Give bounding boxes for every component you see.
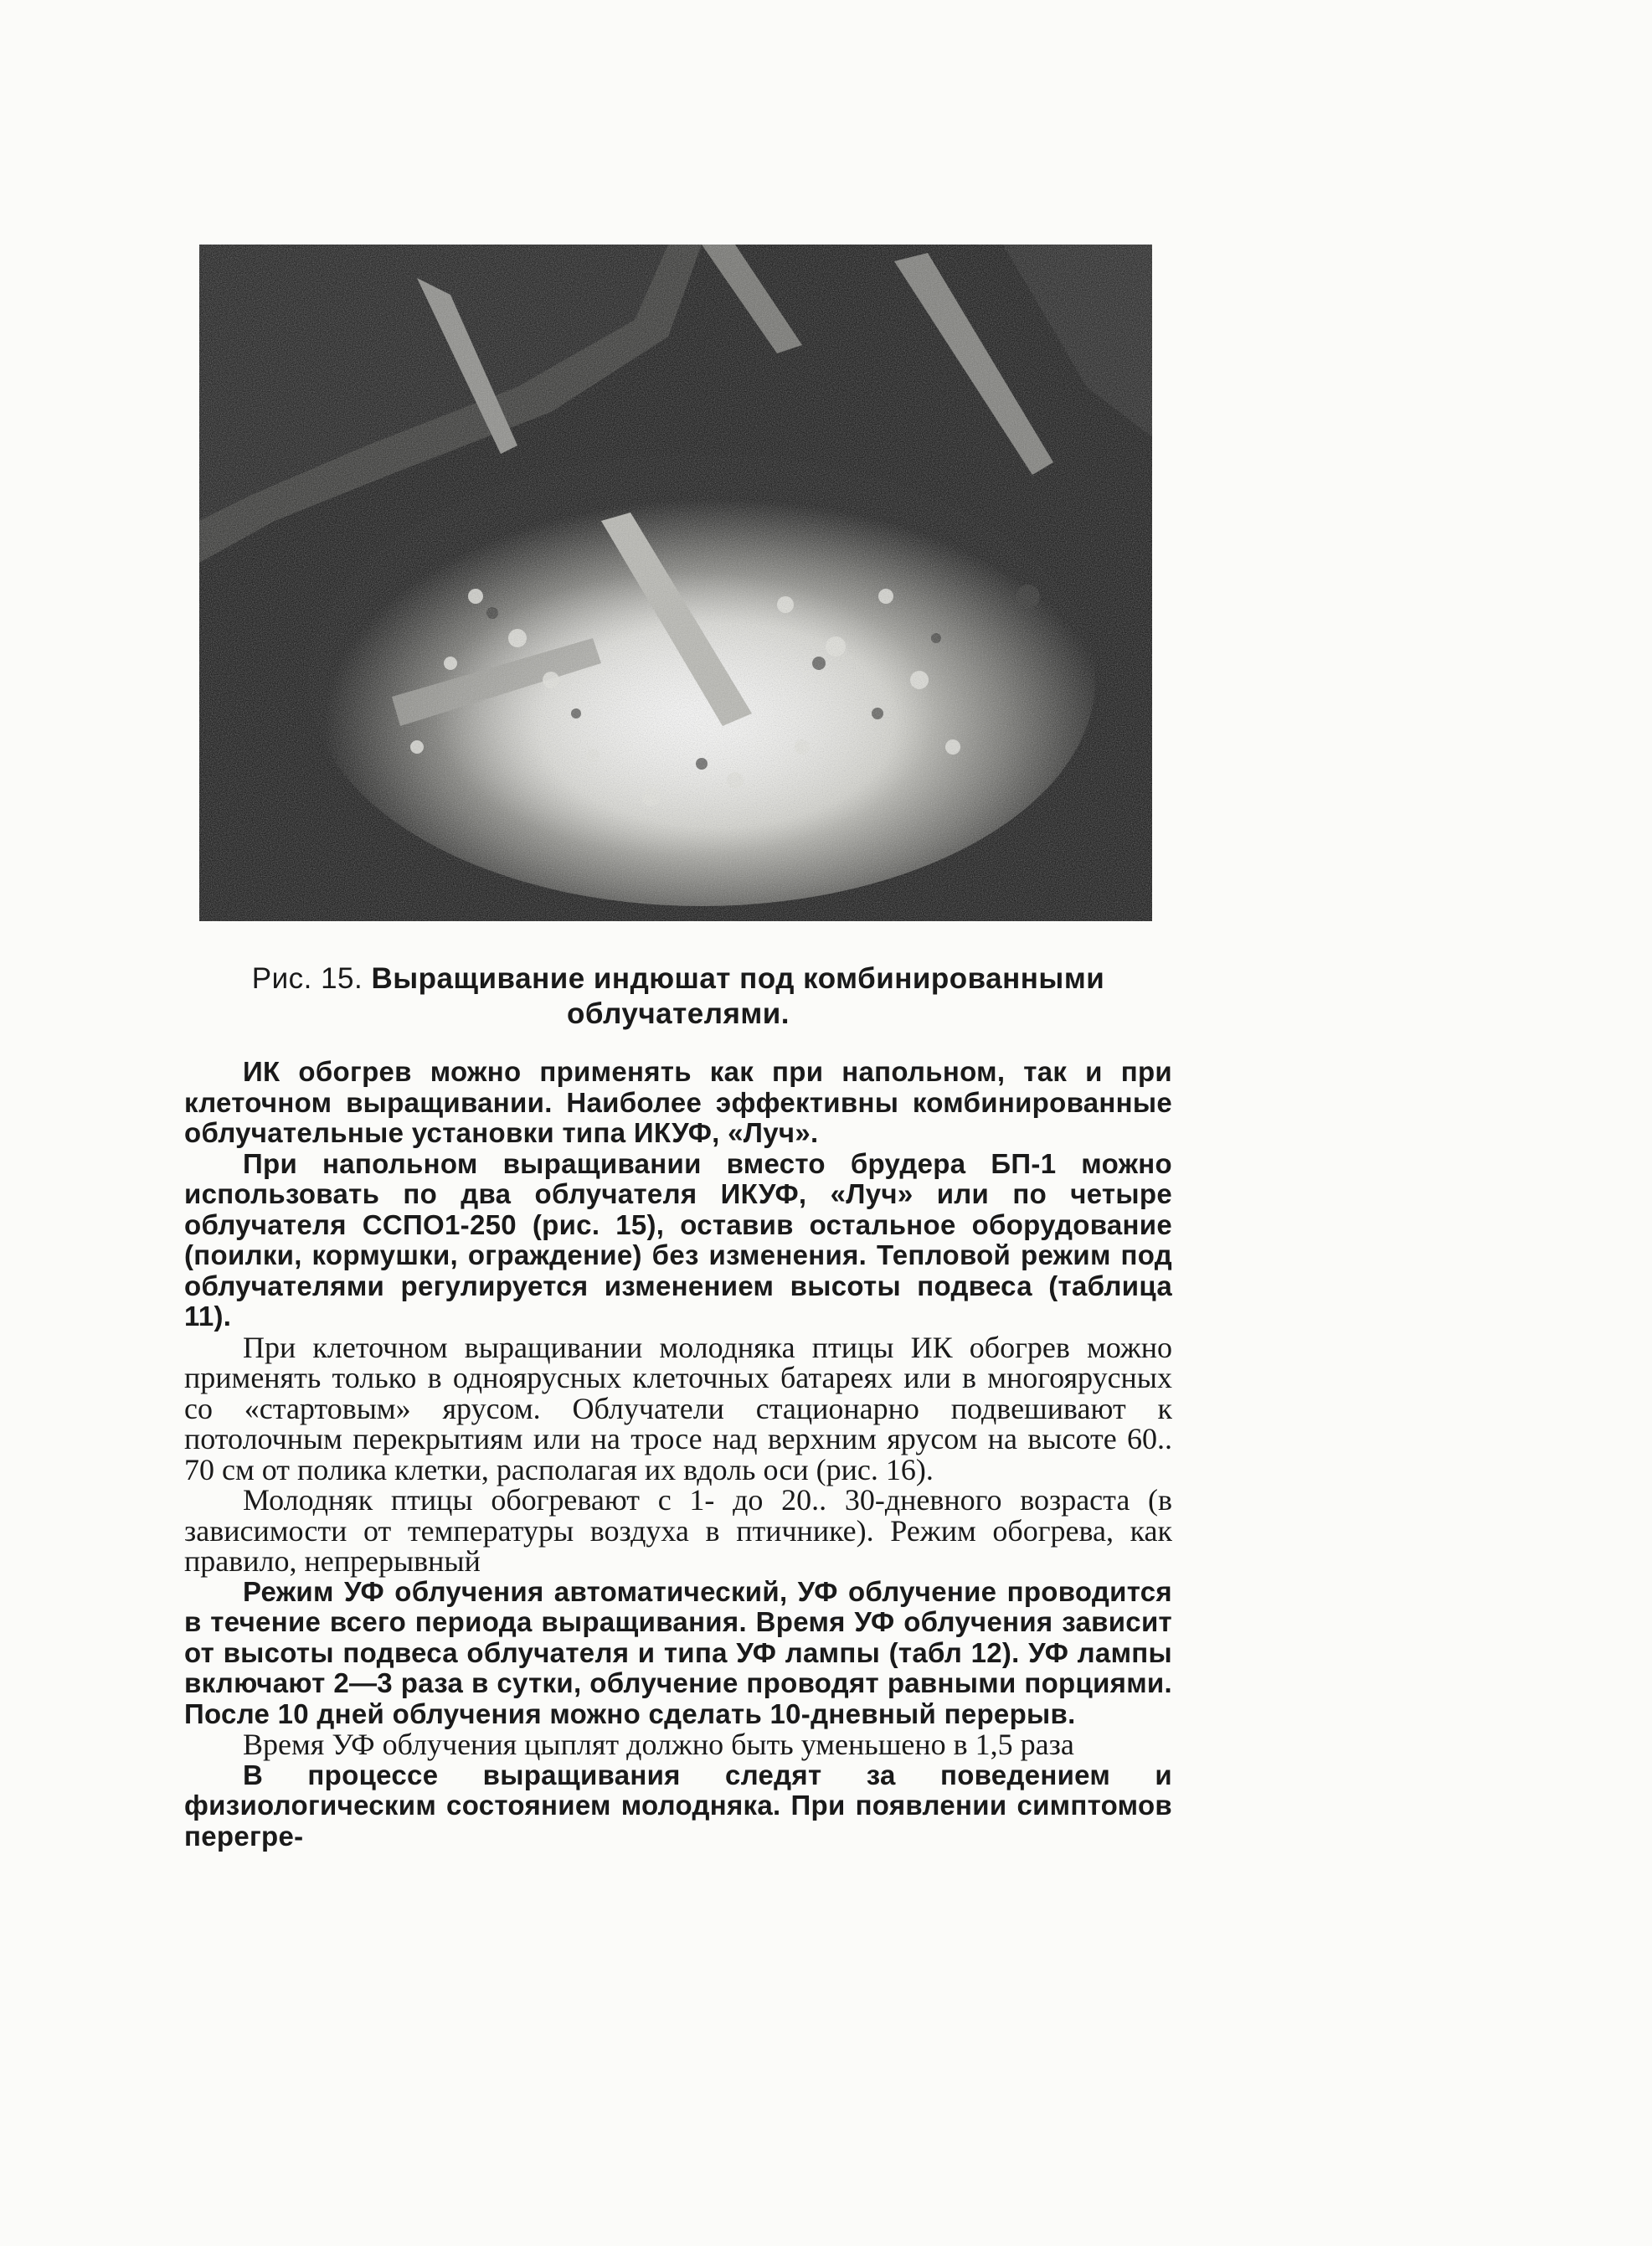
paragraph-3: При клеточном выращивании молодняка птицы ИК обогрев можно применять только в одноярусных клеточных батареях или в многоярусных со «стартовым» ярусом. Облучатели стационарно подвешивают к потолочным перекрытиям или на тросе над верхним ярусом на высоте 60.. 70 см от полика клетки, располагая их вдоль оси (рис. 16). [184, 1330, 1172, 1486]
body-text [184, 1057, 1172, 1852]
figure-caption [167, 961, 1189, 1032]
paragraph-1: ИК обогрев можно применять как при напольном, так и при клеточном выращивании. Наиболее эффективны комбинированные облучательные установки типа ИКУФ, «Луч». [184, 1056, 1172, 1148]
paragraph-5: Режим УФ облучения автоматический, УФ облучение проводится в течение всего периода выращивания. Время УФ облучения зависит от высоты подвеса облучателя и типа УФ лампы (табл 12). УФ лампы включают 2—3 раза в сутки, облучение проводят равными порциями. После 10 дней облучения можно сделать 10-дневный перерыв. [184, 1575, 1172, 1729]
paragraph-2: При напольном выращивании вместо брудера БП-1 можно использовать по два облучателя ИКУФ, «Луч» или по четыре облучателя ССПО1-250 (рис. 15), оставив остальное оборудование (поилки, кормушки, ограждение) без изменения. Тепловой режим под облучателями регулируется изменением высоты подвеса (таблица 11). [184, 1147, 1172, 1332]
caption-number: Рис. 15. [251, 962, 363, 995]
paragraph-4: Молодняк птицы обогревают с 1- до 20.. 30-дневного возраста (в зависимости от температуры воздуха в птичнике). Режим обогрева, как правило, непрерывный [184, 1483, 1172, 1578]
caption-text: Выращивание индюшат под комбинированными облучателями. [371, 962, 1105, 1030]
photo-illustration [199, 245, 1152, 921]
paragraph-6: Время УФ облучения цыплят должно быть уменьшено в 1,5 раза [243, 1728, 1074, 1761]
figure-photo [199, 245, 1152, 921]
paragraph-7: В процессе выращивания следят за поведением и физиологическим состоянием молодняка. При появлении симптомов перегре- [184, 1759, 1172, 1852]
